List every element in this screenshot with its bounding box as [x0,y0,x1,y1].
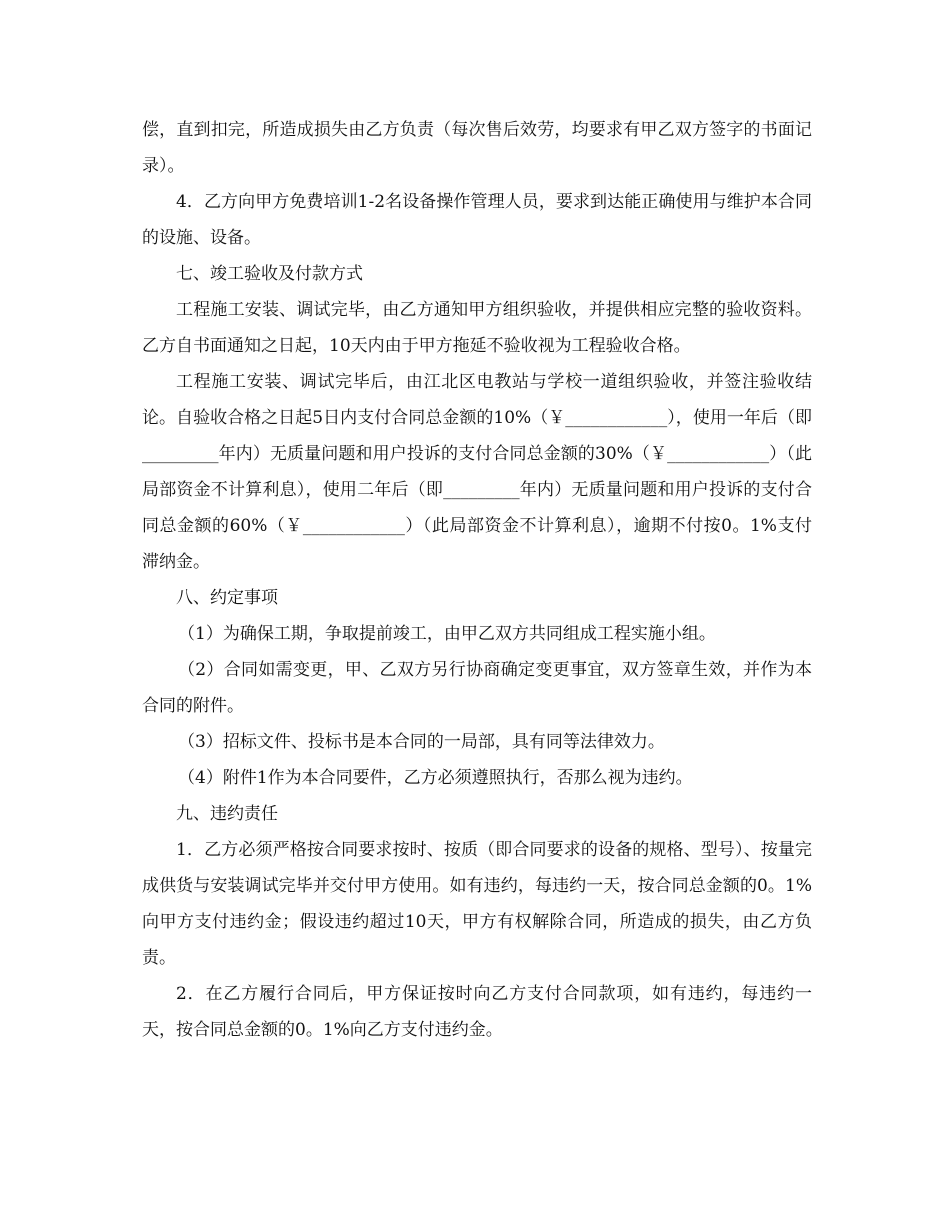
paragraph-breach-buyer: 2．在乙方履行合同后，甲方保证按时向乙方支付合同款项，如有违约，每违约一天，按合同总金额的0。1%向乙方支付违约金。 [142,984,812,1040]
section-heading-9: 九、违约责任 [176,804,278,824]
section-heading-8: 八、约定事项 [176,588,278,608]
agreement-item-4: （4）附件1作为本合同要件，乙方必须遵照执行，否那么视为违约。 [178,768,693,788]
paragraph-breach-supplier: 1．乙方必须严格按合同要求按时、按质（即合同要求的设备的规格、型号）、按量完成供货与安装调试完毕并交付甲方使用。如有违约，每违约一天，按合同总金额的0。1%向甲方支付违约金；假设违约超过10天，甲方有权解除合同，所造成的损失，由乙方负责。 [142,840,812,968]
agreement-item-1: （1）为确保工期，争取提前竣工，由甲乙双方共同组成工程实施小组。 [178,624,716,644]
agreement-item-2: （2）合同如需变更，甲、乙双方另行协商确定变更事宜，双方签章生效，并作为本合同的附件。 [142,660,812,716]
paragraph-acceptance: 工程施工安装、调试完毕，由乙方通知甲方组织验收，并提供相应完整的验收资料。乙方自书面通知之日起，10天内由于甲方拖延不验收视为工程验收合格。 [142,300,812,356]
document-body [142,112,812,1048]
agreement-item-3: （3）招标文件、投标书是本合同的一局部，具有同等法律效力。 [178,732,665,752]
paragraph-continuation: 偿，直到扣完，所造成损失由乙方负责（每次售后效劳，均要求有甲乙双方签字的书面记录）。 [142,120,812,176]
section-heading-7: 七、竣工验收及付款方式 [176,264,363,284]
paragraph-training: 4．乙方向甲方免费培训1-2名设备操作管理人员，要求到达能正确使用与维护本合同的设施、设备。 [142,192,812,248]
paragraph-payment: 工程施工安装、调试完毕后，由江北区电教站与学校一道组织验收，并签注验收结论。自验收合格之日起5日内支付合同总金额的10%（￥____________），使用一年后（即_________年内）无质量问题和用户投诉的支付合同总金额的30%（￥____________）（此局部资金不计算利息），使用二年后（即_________年内）无质量问题和用户投诉的支付合同总金额的60%（￥____________）（此局部资金不计算利息），逾期不付按0。1%支付滞纳金。 [142,372,812,572]
